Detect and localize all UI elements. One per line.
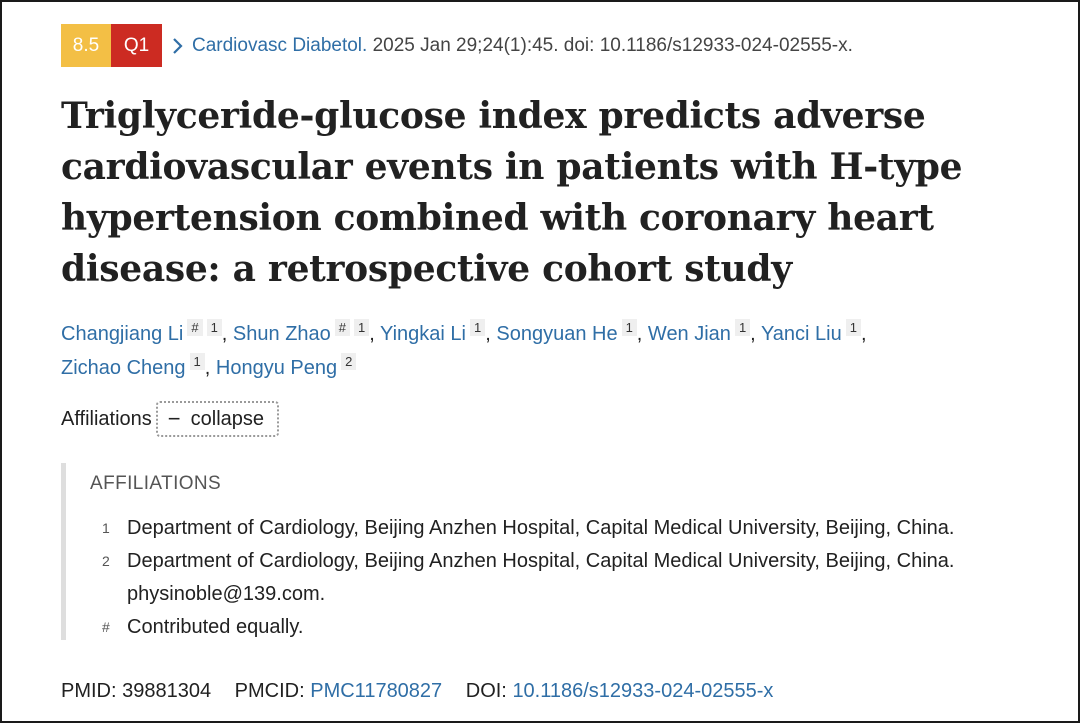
affiliation-number: 2 — [102, 553, 110, 569]
article-title: Triglyceride-glucose index predicts adverse cardiovascular events in patients with H-type hypertension combined with coronary heart disease: a retrospective cohort study — [61, 95, 963, 290]
author-link[interactable]: Yingkai Li — [380, 323, 466, 345]
author-item — [496, 320, 636, 345]
quartile-badge: Q1 — [111, 24, 162, 67]
author-item — [61, 320, 222, 345]
affiliation-text: Department of Cardiology, Beijing Anzhen Hospital, Capital Medical University, Beijing, China. — [127, 517, 955, 539]
collapse-button-label: collapse — [190, 407, 265, 430]
affiliation-marker[interactable]: 1 — [354, 319, 369, 336]
affiliation-text: Department of Cardiology, Beijing Anzhen Hospital, Capital Medical University, Beijing, China. physinoble@139.com. — [127, 550, 955, 605]
affiliation-marker[interactable]: # — [335, 319, 350, 336]
affiliations-list — [96, 512, 1046, 644]
article-identifiers — [61, 680, 773, 703]
affiliation-text: Contributed equally. — [127, 616, 304, 638]
minus-icon: − — [167, 406, 181, 431]
collapse-affiliations-button[interactable] — [156, 401, 279, 437]
author-item — [760, 320, 861, 345]
author-link[interactable]: Zichao Cheng — [61, 357, 186, 379]
author-link[interactable]: Yanci Liu — [760, 323, 842, 345]
affiliation-marker[interactable]: 1 — [846, 319, 861, 336]
author-link[interactable]: Songyuan He — [496, 323, 618, 345]
author-item — [380, 320, 485, 345]
pmid-value: 39881304 — [122, 680, 212, 702]
doi-link[interactable]: 10.1186/s12933-024-02555-x — [512, 680, 774, 702]
affiliation-number: 1 — [102, 520, 110, 536]
doi-label: DOI: — [465, 680, 507, 702]
citation-text — [192, 35, 853, 57]
affiliations-label: Affiliations — [61, 407, 152, 430]
author-link[interactable]: Hongyu Peng — [215, 357, 338, 379]
author-link[interactable]: Shun Zhao — [232, 323, 331, 345]
affiliation-marker[interactable]: # — [187, 319, 202, 336]
pmcid-link[interactable]: PMC11780827 — [310, 680, 443, 702]
journal-link[interactable]: Cardiovasc Diabetol. — [192, 34, 368, 56]
affiliation-number: # — [102, 619, 110, 635]
affiliations-heading: AFFILIATIONS — [90, 473, 222, 494]
author-list: Changjiang Li # 1 , Shun Zhao # 1 , Yingkai Li 1 , Songyuan He 1 , Wen Jian 1 , Yanci Liu 1 , Zichao Cheng 1 , Hongyu Peng 2 — [61, 320, 867, 379]
affiliation-marker[interactable]: 1 — [470, 319, 485, 336]
pmid-label: PMID: — [61, 680, 117, 702]
author-item — [61, 354, 205, 379]
citation-details: 2025 Jan 29;24(1):45. doi: 10.1186/s12933-024-02555-x. — [372, 34, 853, 56]
author-item — [215, 354, 356, 379]
chevron-right-icon[interactable] — [172, 36, 186, 56]
affiliation-marker[interactable]: 1 — [190, 353, 205, 370]
affiliation-marker[interactable]: 1 — [735, 319, 750, 336]
author-link[interactable]: Wen Jian — [647, 323, 731, 345]
author-item — [647, 320, 750, 345]
affiliation-item — [96, 545, 1046, 611]
affiliation-item — [96, 512, 1046, 545]
citation-row — [61, 24, 853, 67]
affiliation-item — [96, 611, 1046, 644]
affiliations-toggle-row — [61, 401, 279, 437]
pmcid-label: PMCID: — [234, 680, 305, 702]
impact-factor-badge: 8.5 — [61, 24, 111, 67]
affiliations-panel — [61, 463, 1051, 640]
affiliation-marker[interactable]: 2 — [341, 353, 356, 370]
affiliation-marker[interactable]: 1 — [622, 319, 637, 336]
author-link[interactable]: Changjiang Li — [61, 323, 184, 345]
affiliation-marker[interactable]: 1 — [207, 319, 222, 336]
author-item — [232, 320, 369, 345]
